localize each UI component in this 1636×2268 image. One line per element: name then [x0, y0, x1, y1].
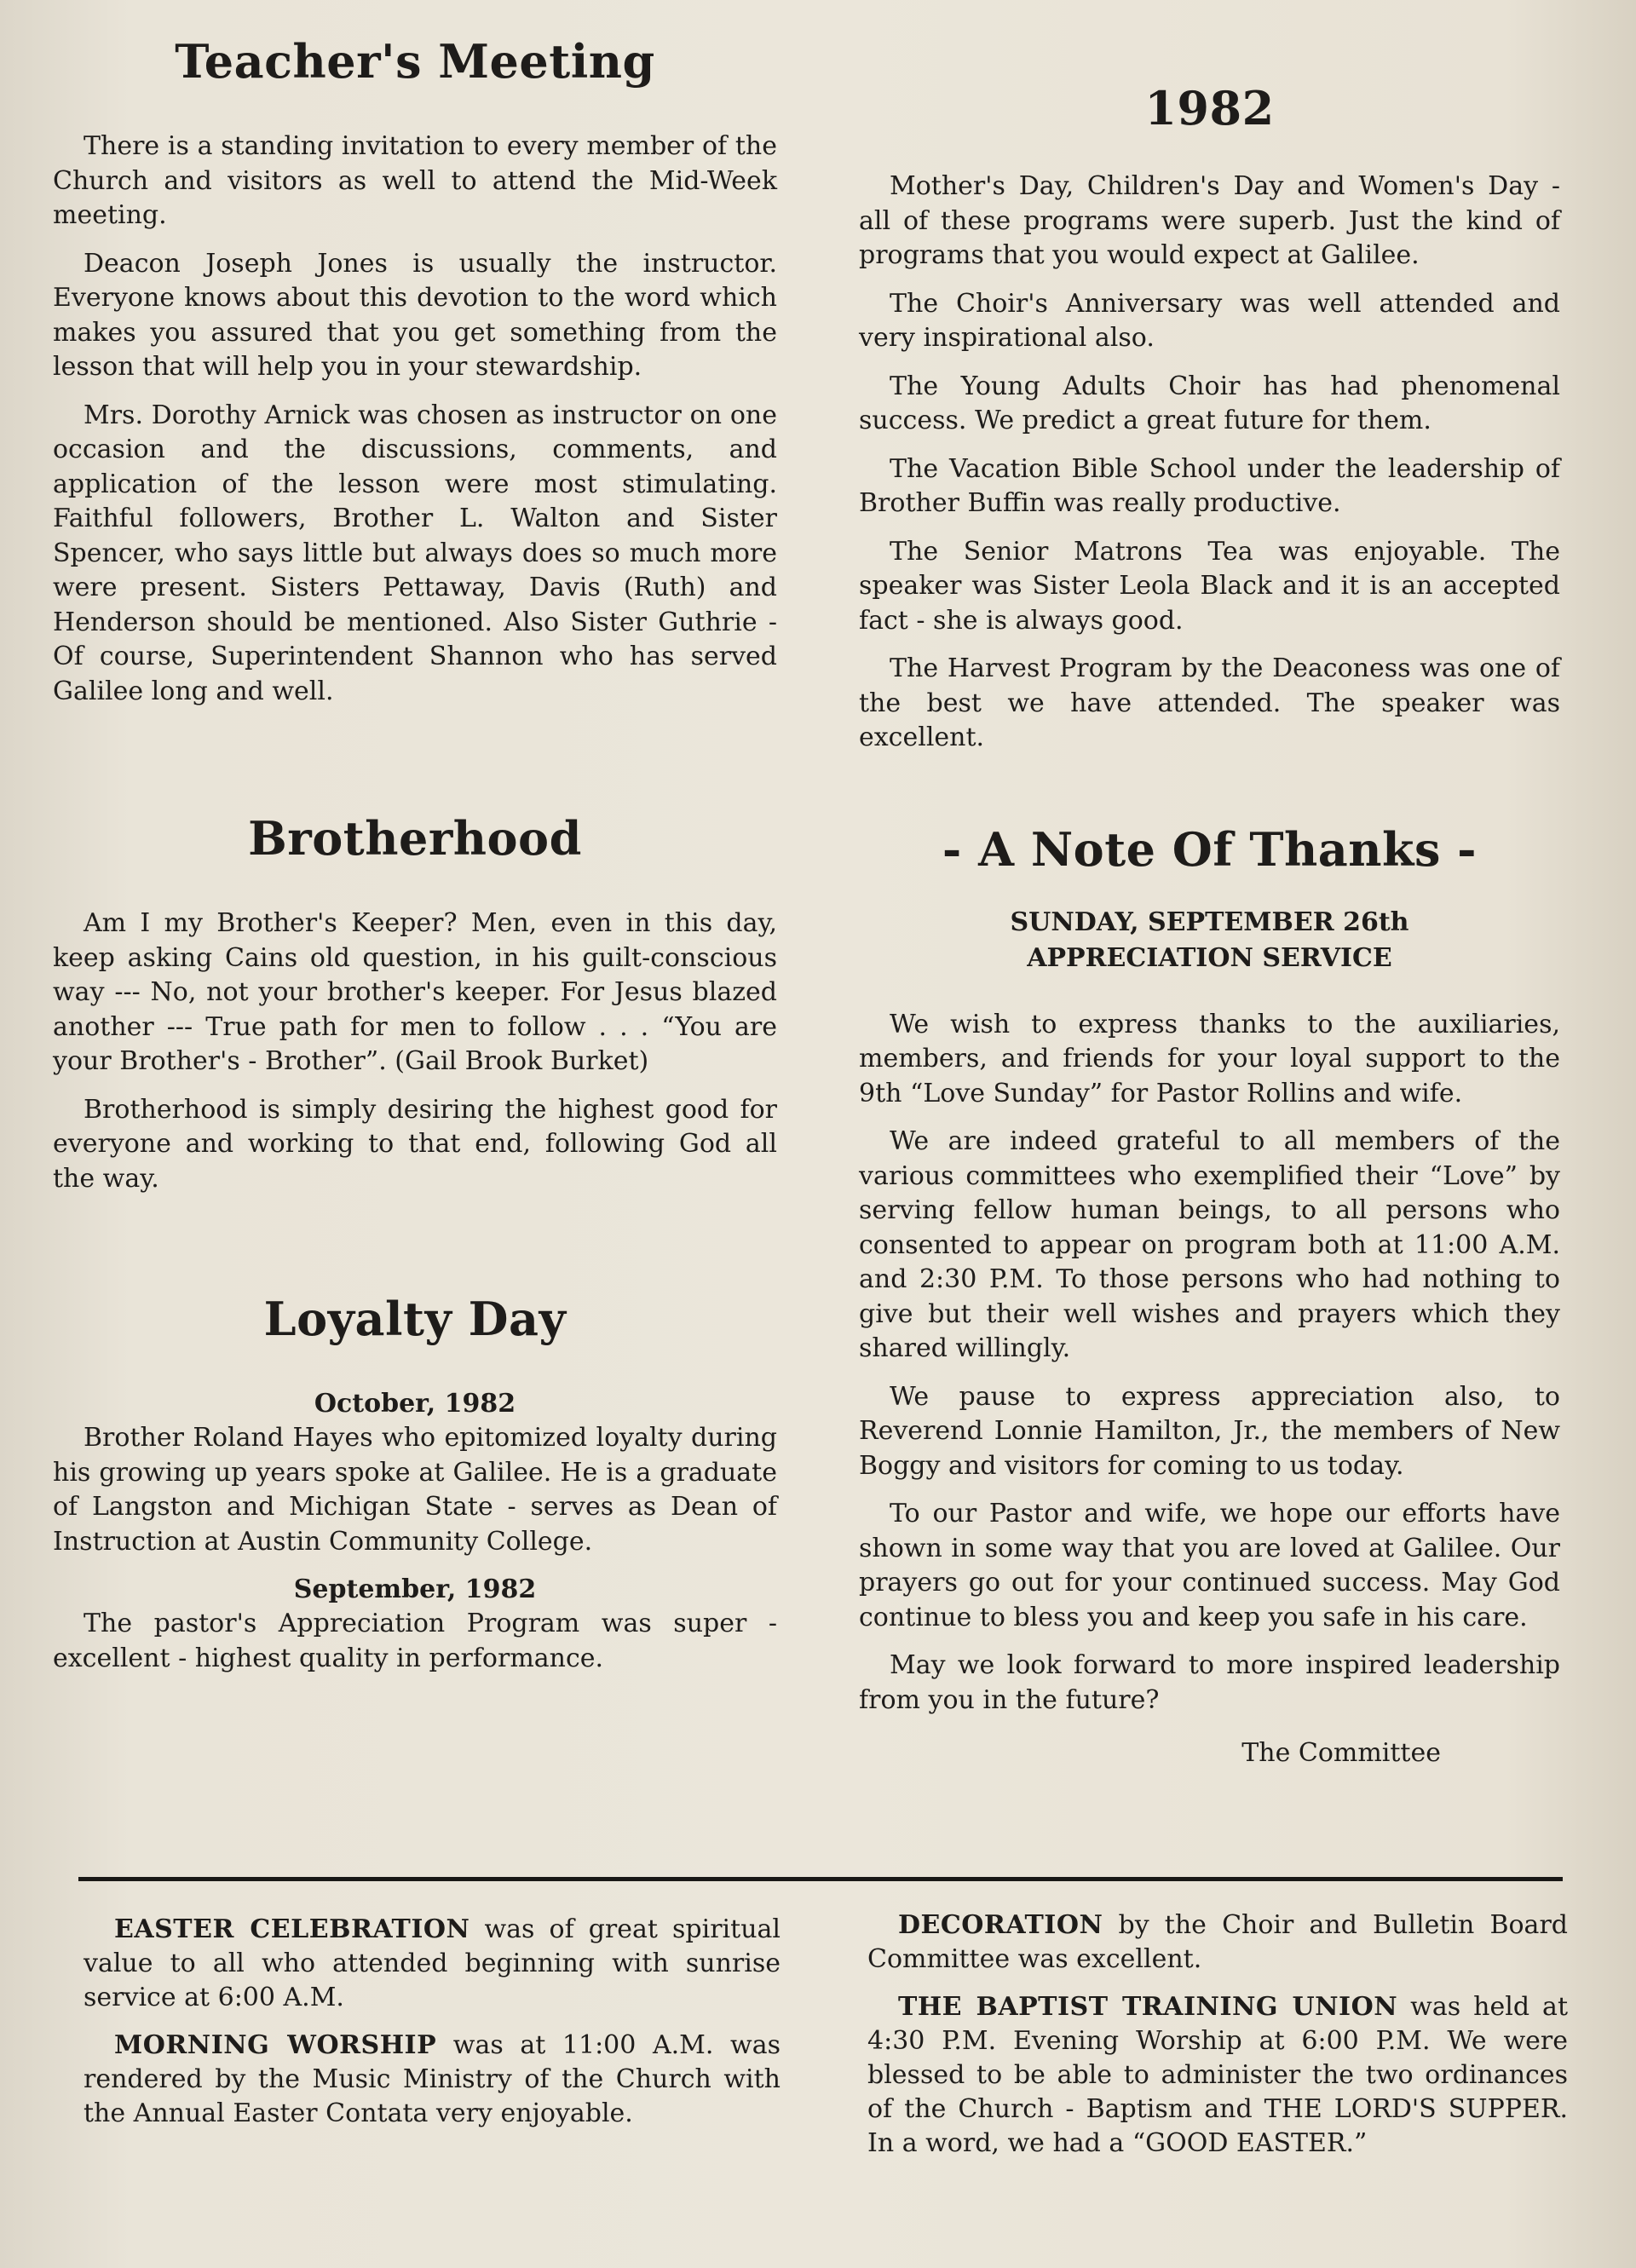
- baptist-training-union-text: was held at 4:30 P.M. Evening Worship at 6:00 P.M. We were blessed to be able to administer the two ordinances of the Church - Baptism and THE LORD'S SUPPER. In a word, we had a “GOOD EASTER.”: [867, 1992, 1568, 2158]
- easter-celebration-heading: EASTER CELEBRATION: [114, 1914, 470, 1944]
- left-column: [53, 34, 777, 1689]
- teachers-meeting-title: Teacher's Meeting: [175, 34, 655, 89]
- right-column: [859, 81, 1560, 1768]
- teachers-meeting-section: [53, 34, 777, 709]
- decoration-text: by the Choir and Bulletin Board Committee was excellent.: [867, 1910, 1568, 1974]
- loyalty-day-paragraph-1: Brother Roland Hayes who epitomized loyalty during his growing up years spoke at Galilee. He is a graduate of Langston and Michigan State - serves as Dean of Instruction at Austin Community College.: [53, 1423, 777, 1557]
- teachers-meeting-paragraph-3: Mrs. Dorothy Arnick was chosen as instructor on one occasion and the discussions, comments, and application of the lesson were most stimulating. Faithful followers, Brother L. Walton and Sister Spencer, who says little but always does so much more were present. Sisters Pettaway, Davis (Ruth) and Henderson should be mentioned. Also Sister Guthrie - Of course, Superintendent Shannon who has served Galilee long and well.: [53, 400, 777, 706]
- baptist-training-union-paragraph: [867, 1990, 1568, 2161]
- year-1982-section: [859, 81, 1560, 756]
- loyalty-day-section: [53, 1292, 777, 1676]
- brotherhood-title: Brotherhood: [248, 811, 582, 866]
- note-of-thanks-title: - A Note Of Thanks -: [942, 821, 1478, 877]
- year-1982-paragraph-6: The Harvest Program by the Deaconess was one of the best we have attended. The speaker was excellent.: [859, 653, 1560, 752]
- teachers-meeting-paragraph-1: There is a standing invitation to every member of the Church and visitors as well to attend the Mid-Week meeting.: [53, 131, 777, 230]
- easter-celebration-paragraph: [84, 1913, 781, 2015]
- decoration-paragraph: [867, 1908, 1568, 1977]
- easter-right-column: [867, 1908, 1568, 2174]
- brotherhood-paragraph-1: Am I my Brother's Keeper? Men, even in this day, keep asking Cains old question, in his guilt-conscious way --- No, not your brother's keeper. For Jesus blazed another --- True path for men to follow . . . “You are your Brother's - Brother”. (Gail Brook Burket): [53, 908, 777, 1076]
- note-of-thanks-paragraph-4: To our Pastor and wife, we hope our efforts have shown in some way that you are loved at Galilee. Our prayers go out for your continued success. May God continue to bless you and keep you safe in his care.: [859, 1499, 1560, 1632]
- section-divider: [78, 1877, 1563, 1881]
- year-1982-paragraph-5: The Senior Matrons Tea was enjoyable. The speaker was Sister Leola Black and it is an accepted fact - she is always good.: [859, 536, 1560, 636]
- easter-left-column: [84, 1913, 781, 2144]
- note-of-thanks-paragraph-2: We are indeed grateful to all members of the various committees who exemplified their “Love” by serving fellow human beings, to all persons who consented to appear on program both at 11:00 A.M. and 2:30 P.M. To those persons who had nothing to give but their well wishes and prayers which they shared willingly.: [859, 1126, 1560, 1363]
- loyalty-day-date-october: October, 1982: [314, 1389, 516, 1419]
- note-of-thanks-date: SUNDAY, SEPTEMBER 26th: [1010, 907, 1409, 937]
- brotherhood-section: [53, 811, 777, 1196]
- easter-celebration-text: was of great spiritual value to all who attended beginning with sunrise service at 6:00 A.M.: [84, 1914, 781, 2012]
- loyalty-day-paragraph-2: The pastor's Appreciation Program was super - excellent - highest quality in performance.: [53, 1609, 777, 1673]
- note-of-thanks-paragraph-1: We wish to express thanks to the auxiliaries, members, and friends for your loyal support to the 9th “Love Sunday” for Pastor Rollins and wife.: [859, 1009, 1560, 1108]
- year-1982-paragraph-2: The Choir's Anniversary was well attended and very inspirational also.: [859, 288, 1560, 353]
- note-of-thanks-paragraph-5: May we look forward to more inspired leadership from you in the future?: [859, 1650, 1560, 1715]
- loyalty-day-date-september: September, 1982: [293, 1574, 537, 1604]
- note-of-thanks-paragraph-3: We pause to express appreciation also, to Reverend Lonnie Hamilton, Jr., the members of New Boggy and visitors for coming to us today.: [859, 1381, 1560, 1481]
- morning-worship-paragraph: [84, 2029, 781, 2131]
- year-1982-title: 1982: [1144, 81, 1275, 135]
- year-1982-paragraph-4: The Vacation Bible School under the leadership of Brother Buffin was really productive.: [859, 453, 1560, 518]
- morning-worship-text: was at 11:00 A.M. was rendered by the Music Ministry of the Church with the Annual Easter Contata very enjoyable.: [84, 2030, 781, 2128]
- morning-worship-heading: MORNING WORSHIP: [114, 2030, 437, 2060]
- loyalty-day-title: Loyalty Day: [263, 1292, 567, 1346]
- year-1982-paragraph-3: The Young Adults Choir has had phenomenal success. We predict a great future for them.: [859, 371, 1560, 435]
- note-of-thanks-service: APPRECIATION SERVICE: [1027, 942, 1392, 973]
- year-1982-paragraph-1: Mother's Day, Children's Day and Women's Day - all of these programs were superb. Just the kind of programs that you would expect at Galilee.: [859, 171, 1560, 270]
- baptist-training-union-heading: THE BAPTIST TRAINING UNION: [898, 1992, 1398, 2022]
- teachers-meeting-paragraph-2: Deacon Joseph Jones is usually the instructor. Everyone knows about this devotion to the word which makes you assured that you get something from the lesson that will help you in your stewardship.: [53, 248, 777, 382]
- committee-signature: The Committee: [1241, 1738, 1441, 1768]
- note-of-thanks-section: [859, 822, 1560, 1769]
- decoration-heading: DECORATION: [898, 1910, 1103, 1940]
- brotherhood-paragraph-2: Brotherhood is simply desiring the highest good for everyone and working to that end, following God all the way.: [53, 1094, 777, 1194]
